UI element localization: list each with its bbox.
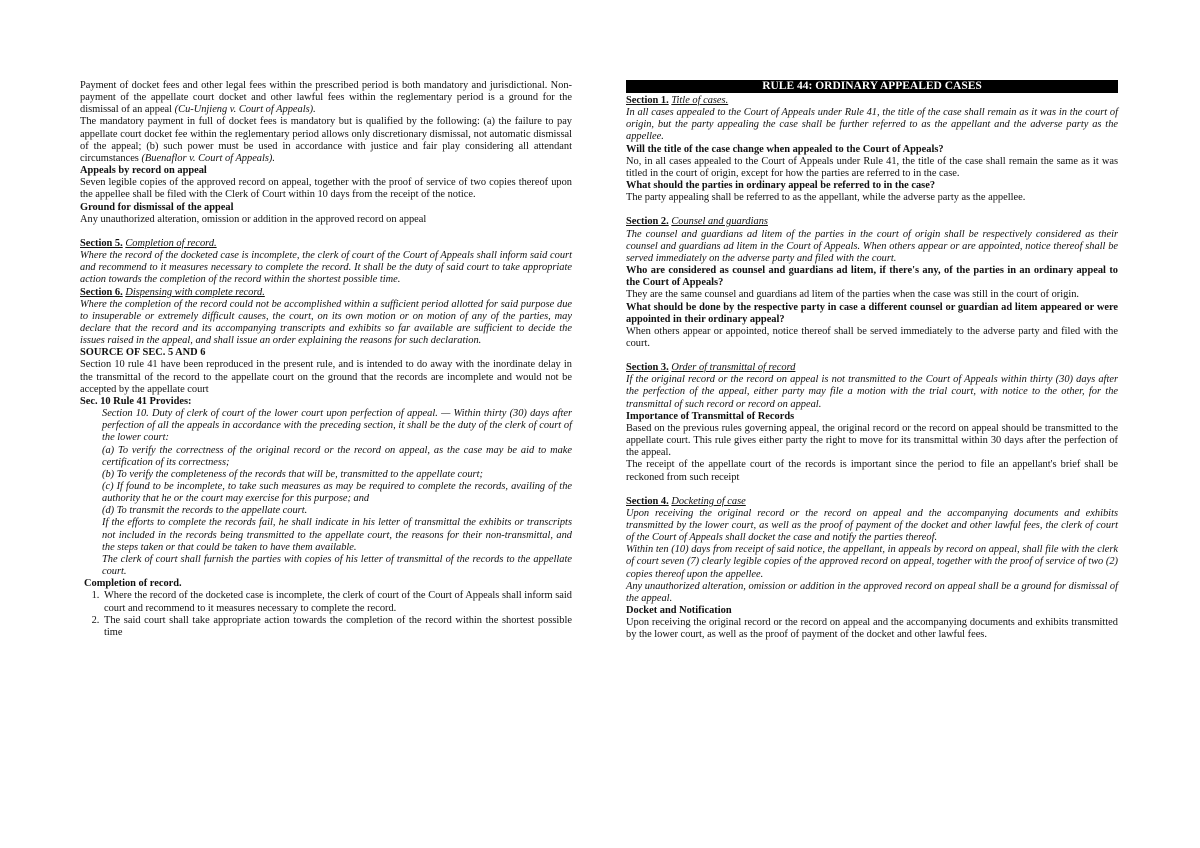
section-label: Section 3. bbox=[626, 362, 669, 374]
section-1-text: In all cases appealed to the Court of Appeals under Rule 41, the title of the case shall remain as it was in the court of origin, but the party appealing the case shall be further referred to as the appellant and the adverse party as the appellee. bbox=[626, 107, 1118, 143]
section-title: Docketing of case bbox=[671, 495, 746, 507]
section-4-text-2: Within ten (10) days from receipt of said notice, the appellant, in appeals by record on appeal, shall file with the clerk of court seven (7) clearly legible copies of the approved record on appeal, together with the proof of service of two (2) copies thereof upon the appellee. bbox=[626, 544, 1118, 580]
section-6-heading bbox=[80, 287, 572, 299]
section-label: Section 1. bbox=[626, 95, 669, 106]
question-counsel: Who are considered as counsel and guardians ad litem, if there's any, of the parties in an ordinary appeal to the Court of Appeals? bbox=[626, 265, 1118, 289]
section-1-heading bbox=[626, 95, 1118, 107]
section-label: Section 2. bbox=[626, 216, 669, 228]
heading-docket-notification: Docket and Notification bbox=[626, 605, 732, 617]
paragraph-importance-2: The receipt of the appellate court of the records is important since the period to file an appellant's brief shall be reckoned from such receipt bbox=[626, 459, 1118, 483]
completion-list bbox=[80, 590, 572, 639]
quote-line: (a) To verify the correctness of the original record or the record on appeal, as the case may be aid to make certification of its correctness; bbox=[102, 444, 572, 468]
section-2-heading bbox=[626, 216, 1118, 228]
quote-line: If the efforts to complete the records fail, he shall indicate in his letter of transmittal the exhibits or transcripts not included in the records being transmitted to the appellate court, the reasons for their non-transmittal, and the steps taken or that could be taken to have them available. bbox=[102, 517, 572, 553]
citation: (Buenaflor v. Court of Appeals). bbox=[141, 152, 275, 164]
question-parties-referred: What should the parties in ordinary appeal be referred to in the case? bbox=[626, 180, 936, 192]
section-title: Completion of record. bbox=[125, 237, 217, 249]
section-2-text: The counsel and guardians ad litem of the parties in the court of origin shall be respectively considered as their counsel and guardians ad litem in the Court of Appeals. When others appear or are appointed, notice thereof shall be served immediately on the adverse party and filed with the court. bbox=[626, 228, 1118, 264]
heading-ground-for-dismissal: Ground for dismissal of the appeal bbox=[80, 201, 234, 213]
answer-parties-referred: The party appealing shall be referred to as the appellant, while the adverse party as the appellee. bbox=[626, 192, 1026, 204]
section-5-text: Where the record of the docketed case is incomplete, the clerk of court of the Court of Appeals shall inform said court and recommend to it measures necessary to complete the record. It shall be the duty of said court to take appropriate action towards the completion of the record within the shortest possible time. bbox=[80, 250, 572, 286]
paragraph-docket-notification: Upon receiving the original record or the record on appeal and the accompanying documents and exhibits transmitted by the lower court, as well as the proof of payment of the docket and other lawful fees. bbox=[626, 617, 1118, 641]
section-6-text: Where the completion of the record could not be accomplished within a sufficient period allotted for said purpose due to insuperable or extremely difficult causes, the court, on its own motion or on motion of any of the parties, may declare that the record and its accompanying transcripts and exhibits so far available are sufficient to decide the issues raised in the appeal, and shall issue an order explaining the reasons for such declaration. bbox=[80, 298, 572, 347]
section-3-heading bbox=[626, 362, 1118, 374]
section-title: Title of cases. bbox=[671, 95, 729, 106]
heading-completion: Completion of record. bbox=[84, 578, 182, 590]
question-different-counsel: What should be done by the respective party in case a different counsel or guardian ad litem appeared or were appointed in their ordinary appeal? bbox=[626, 301, 1118, 325]
section-label: Section 4. bbox=[626, 495, 669, 507]
heading-source: SOURCE OF SEC. 5 AND 6 bbox=[80, 347, 206, 359]
heading-importance: Importance of Transmittal of Records bbox=[626, 410, 795, 422]
paragraph-mandatory-payment bbox=[80, 116, 572, 165]
quote-line: (c) If found to be incomplete, to take such measures as may be required to complete the records, availing of the authority that he or the court may exercise for this purpose; and bbox=[102, 481, 572, 505]
section-3-text: If the original record or the record on appeal is not transmitted to the Court of Appeals within thirty (30) days after the perfection of the appeal, either party may file a motion with the trial court, with notice to the other, for the transmittal of such record or record on appeal. bbox=[626, 374, 1118, 410]
section-title: Dispensing with complete record. bbox=[125, 286, 265, 298]
heading-record-on-appeal: Appeals by record on appeal bbox=[80, 165, 207, 177]
section-title: Order of transmittal of record bbox=[671, 362, 796, 374]
block-quote-sec10 bbox=[80, 408, 572, 578]
heading-sec10: Sec. 10 Rule 41 Provides: bbox=[80, 395, 192, 407]
citation: (Cu-Unjieng v. Court of Appeals). bbox=[174, 104, 316, 116]
paragraph-importance-1: Based on the previous rules governing appeal, the original record or the record on appeal should be transmitted to the appellate court. This rule gives either party the right to move for its transmittal within 30 days after the perfection of the appeal. bbox=[626, 422, 1118, 459]
right-column bbox=[626, 80, 1118, 642]
quote-line: Section 10. Duty of clerk of court of the lower court upon perfection of appeal. — Within thirty (30) days after perfection of all the appeals in accordance with the preceding section, it shall be the duty of the clerk of court of the lower court: bbox=[102, 408, 572, 444]
section-5-heading bbox=[80, 238, 572, 250]
section-label: Section 5. bbox=[80, 237, 123, 249]
section-4-text-3: Any unauthorized alteration, omission or addition in the approved record on appeal shall be a ground for dismissal of the appeal. bbox=[626, 580, 1118, 604]
question-title-change: Will the title of the case change when appealed to the Court of Appeals? bbox=[626, 143, 944, 155]
paragraph-docket-fees bbox=[80, 80, 572, 116]
rule-44-banner: RULE 44: ORDINARY APPEALED CASES bbox=[626, 80, 1118, 93]
docket-fees-text: Payment of docket fees and other legal fees within the prescribed period is both mandatory and jurisdictional. Non-payment of the appellate court docket and other lawful fees within the reglementary period is a ground for the dismissal of an appeal bbox=[80, 80, 572, 116]
quote-line: The clerk of court shall furnish the parties with copies of his letter of transmittal of the records to the appellate court. bbox=[102, 553, 572, 578]
section-4-heading bbox=[626, 496, 1118, 508]
list-item: 2. The said court shall take appropriate action towards the completion of the record within the shortest possible time bbox=[102, 615, 572, 639]
section-title: Counsel and guardians bbox=[671, 216, 768, 228]
left-column bbox=[80, 80, 572, 639]
answer-different-counsel: When others appear or appointed, notice thereof shall be served immediately to the adverse party and filed with the court. bbox=[626, 325, 1118, 349]
section-4-text-1: Upon receiving the original record or the record on appeal and the accompanying documents and exhibits transmitted by the lower court, as well as the proof of payment of the docket and other lawful fees, the clerk of court of the Court of Appeals shall docket the case and notify the parties thereof. bbox=[626, 507, 1118, 544]
paragraph-source: Section 10 rule 41 have been reproduced in the present rule, and is intended to do away with the inordinate delay in the transmittal of the record to the appellate court on the ground that the records are incomplete and would not be accepted by the appellate court bbox=[80, 359, 572, 395]
section-label: Section 6. bbox=[80, 286, 123, 298]
paragraph-ground-for-dismissal: Any unauthorized alteration, omission or addition in the approved record on appeal bbox=[80, 213, 427, 225]
quote-line: (d) To transmit the records to the appellate court. bbox=[102, 505, 308, 517]
mandatory-payment-text: The mandatory payment in full of docket fees is mandatory but is qualified by the following: (a) the failure to pay appellate court docket fee within the reglementary period allows only discretionary dismissal, not automatic dismissal of the appeal; (b) such power must be used in accordance with justice and fair play considering all attendant circumstances bbox=[80, 116, 572, 164]
paragraph-record-on-appeal: Seven legible copies of the approved record on appeal, together with the proof of service of two copies thereof upon the appellee shall be filed with the Clerk of Court within 10 days from the receipt of the notice. bbox=[80, 177, 572, 201]
quote-line: (b) To verify the completeness of the records that will be, transmitted to the appellate court; bbox=[102, 468, 483, 480]
answer-counsel: They are the same counsel and guardians ad litem of the parties when the case was still in the court of origin. bbox=[626, 289, 1080, 301]
answer-title-change: No, in all cases appealed to the Court of Appeals under Rule 41, the title of the case shall remain the same as it was titled in the court of origin, except for how the parties are referred to in the case. bbox=[626, 155, 1118, 179]
list-item: 1. Where the record of the docketed case is incomplete, the clerk of court of the Court of Appeals shall inform said court and recommend to it measures necessary to complete the record. bbox=[102, 590, 572, 614]
